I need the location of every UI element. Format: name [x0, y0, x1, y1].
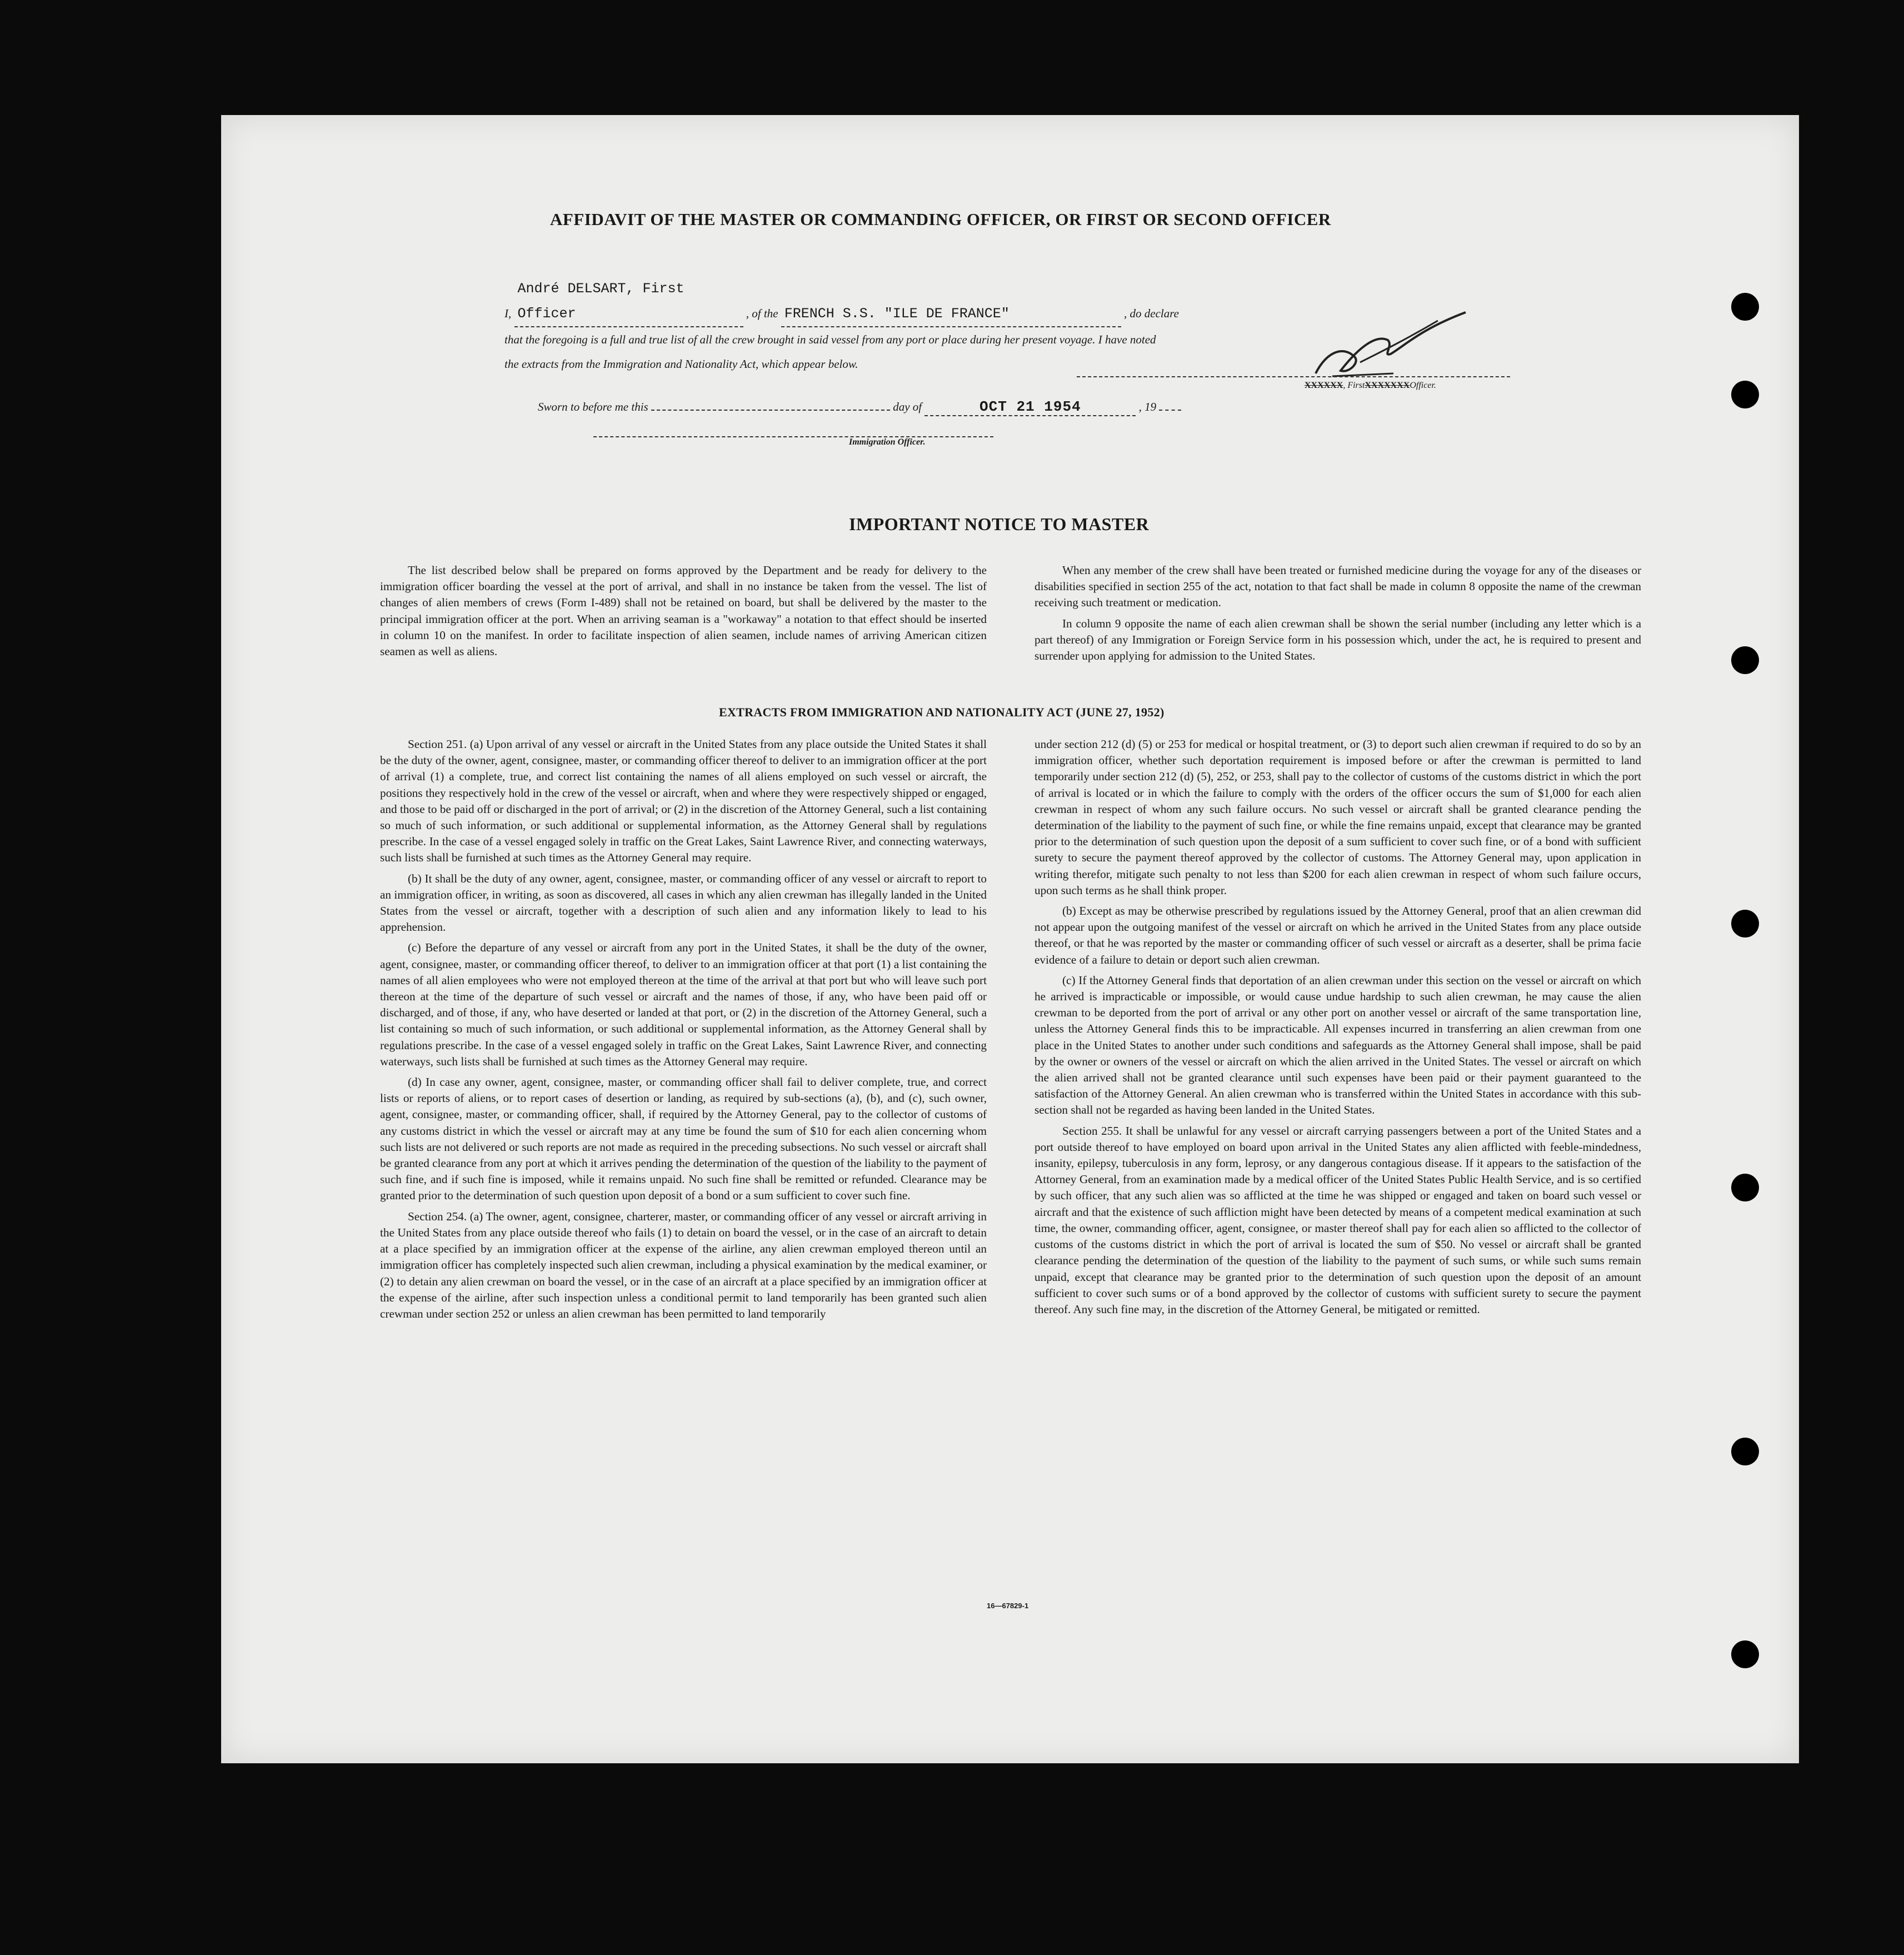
sig-first: , First: [1343, 381, 1365, 390]
signature-line: [1077, 376, 1510, 377]
punch-hole-7: [1731, 1640, 1759, 1668]
decl-of-the: , of the: [746, 307, 778, 320]
section-251b: (b) It shall be the duty of any owner, agent, consignee, master, or commanding officer of any vessel or aircraft to report to an immigration officer, in writing, as soon as discovered, all cases in which any alien crewman has illegally landed in the United States from the vessel or aircraft, together with a description of such alien and any information likely to lead to his apprehension.: [380, 871, 987, 934]
sworn-label: Sworn to before me this: [538, 400, 648, 413]
section-254a: Section 254. (a) The owner, agent, consignee, charterer, master, or commanding officer of any vessel or aircraft arriving in the United States from any place outside thereof who fails (1) to detain on board the vessel, or in the case of an aircraft to detain at a place specified by an immigration officer at the expense of the airline, any alien crewman employed thereon until an immigration officer has completely inspected such alien crewman, including a physical examination by the medical examiner, or (2) to detain any alien crewman on board the vessel, or in the case of an aircraft at a place specified by an immigration officer at the expense of the airline, after such inspection unless a conditional permit to land temporarily has been granted such alien crewman under section 252 or unless an alien crewman has been permitted to land temporarily: [380, 1209, 987, 1320]
immigration-officer-caption: Immigration Officer.: [849, 437, 926, 447]
decl-prefix: I,: [504, 307, 512, 320]
year-field: [1159, 410, 1181, 411]
extracts-left-column: [380, 736, 987, 1326]
punch-hole-5: [1731, 1174, 1759, 1201]
decl-do-declare: , do declare: [1124, 307, 1179, 320]
notice-left-column: [380, 562, 987, 664]
declaration-line-2: [504, 327, 1743, 352]
extracts-heading: EXTRACTS FROM IMMIGRATION AND NATIONALITY ACT (JUNE 27, 1952): [719, 705, 1165, 719]
officer-name-field: [514, 276, 743, 327]
document-page: [221, 115, 1799, 1763]
declaration-line-3: the extracts from the Immigration and Nationality Act, which appear below.: [504, 357, 858, 371]
officer-name: André DELSART, First Officer: [517, 281, 684, 322]
day-of-label: day of: [893, 400, 922, 413]
sworn-line: [538, 398, 1538, 416]
sig-officer: Officer.: [1410, 381, 1436, 390]
sig-struck-1: XXXXXX: [1305, 381, 1343, 390]
immigration-officer-line: [593, 436, 993, 437]
section-251a: Section 251. (a) Upon arrival of any vessel or aircraft in the United States from any place outside the United States it shall be the duty of the owner, agent, consignee, master, or commanding officer thereof to deliver to an immigration officer at the port of arrival (1) a complete, true, and correct list containing the names of all aliens employed on such vessel or aircraft, the positions they respectively hold in the crew of the vessel or aircraft, when and where they were respectively shipped or engaged, and those to be paid off or discharged in the port of arrival; or (2) in the discretion of the Attorney General, such a list containing so much of such information, or such additional or supplemental information, as the Attorney General shall by regulations prescribe. In the case of a vessel engaged solely in traffic on the Great Lakes, Saint Lawrence River, and connecting waterways, such lists shall be furnished at such times as the Attorney General may require.: [380, 737, 987, 865]
notice-left-paragraph: The list described below shall be prepared on forms approved by the Department and be ready for delivery to the immigration officer boarding the vessel at the port of arrival, and shall in no instance be taken from the vessel. The list of changes of alien members of crews (Form I-489) shall not be retained on board, but shall be delivered by the master to the principal immigration officer at the port. When an arriving seaman is a "workaway" a notation to that effect should be inserted in column 10 on the manifest. In order to facilitate inspection of alien seamen, include names of arriving American citizen seamen as well as aliens.: [380, 563, 987, 659]
notice-right-paragraph-2: In column 9 opposite the name of each alien crewman shall be shown the serial number (including any letter which is a part thereof) of any Immigration or Foreign Service form in his possession which, under the act, he is required to present and surrender upon applying for admission to the United States.: [1035, 616, 1641, 663]
date-stamp: OCT 21 1954: [980, 398, 1081, 415]
section-254b: (b) Except as may be otherwise prescribed by regulations issued by the Attorney General, proof that an alien crewman did not appear upon the outgoing manifest of the vessel or aircraft on which he arrived in the United States from any place outside thereof, or that he was reported by the master or commanding officer of such vessel or aircraft as a deserter, shall be prima facie evidence of a failure to detain or deport such alien crewman.: [1035, 904, 1641, 966]
decl-line-2b: I have noted: [1098, 333, 1156, 346]
handwritten-signature: [1293, 307, 1488, 385]
notice-right-column: [1035, 562, 1641, 669]
vessel-field: [781, 301, 1121, 327]
punch-hole-6: [1731, 1438, 1759, 1465]
form-number: 16—67829-1: [987, 1602, 1029, 1610]
notice-right-paragraph-1: When any member of the crew shall have been treated or furnished medicine during the voyage for any of the diseases or disabilities specified in section 255 of the act, notation to that fact shall be made in column 8 opposite the name of the crewman receiving such treatment or medication.: [1035, 563, 1641, 610]
year-prefix: , 19: [1138, 400, 1157, 413]
sworn-date-field: [924, 398, 1136, 416]
punch-hole-4: [1731, 910, 1759, 937]
section-251c: (c) Before the departure of any vessel or aircraft from any port in the United States, it shall be the duty of the owner, agent, consignee, master, or commanding officer thereof, to deliver to an immigration officer at that port (1) a list containing the names of all alien employees who were not employed thereon at the time of the arrival at that port but who will leave such port thereon at the time of the departure of such vessel or aircraft and the names of those, if any, who have been paid off or discharged, and of those, if any, who have deserted or landed at that port, or (2) in the discretion of the Attorney General, such a list containing so much of such information, or such additional or supplemental information, as the Attorney General shall by regulations prescribe. In the case of a vessel engaged solely in traffic on the Great Lakes, Saint Lawrence River, and connecting waterways, such lists shall be furnished at such times as the Attorney General may require.: [380, 941, 987, 1068]
section-255: Section 255. It shall be unlawful for any vessel or aircraft carrying passengers between a port of the United States and a port outside thereof to have employed on board upon arrival in the United States any alien afflicted with feeble-mindedness, insanity, epilepsy, tuberculosis in any form, leprosy, or any dangerous contagious disease. If it appears to the satisfaction of the Attorney General, from an examination made by a medical officer of the United States Public Health Service, and is so certified by such officer, that any such alien was so afflicted at the time he was shipped or engaged and taken on board such vessel or aircraft and that the existence of such affliction might have been detected by means of a competent medical examination at such time, the owner, commanding officer, agent, consignee, or master thereof shall pay for each alien so afflicted to the collector of customs of the customs district in which the port of arrival is located the sum of $50. No vessel or aircraft shall be granted clearance pending the determination of the question of the liability to the payment of such sums, or while such sums remain unpaid, except that clearance may be granted prior to the determination of such question upon the deposit of an amount sufficient to cover such sums or of a bond approved by the collector of customs with sufficient surety to secure the payment thereof. Any such fine may, in the discretion of the Attorney General, be mitigated or remitted.: [1035, 1124, 1641, 1316]
decl-line-2: that the foregoing is a full and true list of all the crew brought in said vessel from any port or place during her present voyage.: [504, 333, 1096, 346]
signature-caption: [1305, 381, 1436, 391]
punch-hole-2: [1731, 381, 1759, 408]
section-254c: (c) If the Attorney General finds that deportation of an alien crewman under this section on the vessel or aircraft on which he arrived is impracticable or impossible, or would cause undue hardship to such alien crewman, he may cause the alien crewman to be deported from the port of arrival or any other port on another vessel or aircraft of the same transportation line, unless the Attorney General finds this to be impracticable. All expenses incurred in transferring an alien crewman from one place in the United States to another under such conditions and safeguards as the Attorney General shall impose, shall be paid by the owner or owners of the vessel or aircraft on which the alien arrived in the United States. The vessel or aircraft on which the alien arrived shall not be granted clearance until such expenses have been paid or their payment guaranteed to the satisfaction of the Attorney General. An alien crewman who is transferred within the United States in accordance with this sub-section shall not be regarded as having been landed in the United States.: [1035, 973, 1641, 1117]
sworn-day-field: [651, 410, 890, 411]
extracts-right-column: [1035, 736, 1641, 1322]
section-254a-cont: under section 212 (d) (5) or 253 for medical or hospital treatment, or (3) to deport such alien crewman if required to do so by an immigration officer, whether such deportation requirement is imposed before or after the crewman is permitted to land temporarily under section 212 (d) (5), 252, or 253, shall pay to the collector of customs of the customs district in which the port of arrival is located or in which the failure to comply with the orders of the officer occurs the sum of $1,000 for each alien crewman in respect of whom any such failure occurs. No such vessel or aircraft shall be granted clearance pending the determination of the liability to the payment of such fine, or while the fine remains unpaid, except that clearance may be granted prior to the determination of such question upon the deposit of a sum sufficient to cover such fine, or of a bond with sufficient surety to secure the payment thereof approved by the collector of customs. The Attorney General may, upon application in writing therefor, mitigate such penalty to not less than $200 for each alien crewman in respect of whom such failure occurs, upon such terms as he shall think proper.: [1035, 737, 1641, 897]
section-251d: (d) In case any owner, agent, consignee, master, or commanding officer shall fail to deliver complete, true, and correct lists or reports of aliens, or to report cases of desertion or landing, as required by sub-sections (a), (b), and (c), such owner, agent, consignee, master, or commanding officer, shall, if required by the Attorney General, pay to the collector of customs of any customs district in which the vessel or aircraft may at any time be found the sum of $10 for each alien concerning whom such lists are not delivered or such reports are not made as required in the preceding subsections. No such vessel or aircraft shall be granted clearance from any port at which it arrives pending the determination of the question of the liability to the payment of such fine, and if such fine is imposed, while it remains unpaid. No such fine shall be remitted or refunded. Clearance may be granted prior to the determination of such question upon deposit of a bond or a sum sufficient to cover such fine.: [380, 1075, 987, 1203]
declaration-line-1: [504, 276, 1743, 327]
punch-hole-3: [1731, 646, 1759, 674]
vessel-name: FRENCH S.S. "ILE DE FRANCE": [784, 306, 1010, 322]
declaration-block: [504, 276, 1743, 376]
notice-heading: IMPORTANT NOTICE TO MASTER: [849, 514, 1150, 534]
affidavit-title: AFFIDAVIT OF THE MASTER OR COMMANDING OFFICER, OR FIRST OR SECOND OFFICER: [550, 210, 1331, 229]
sig-struck-2: XXXXXXX: [1365, 381, 1410, 390]
